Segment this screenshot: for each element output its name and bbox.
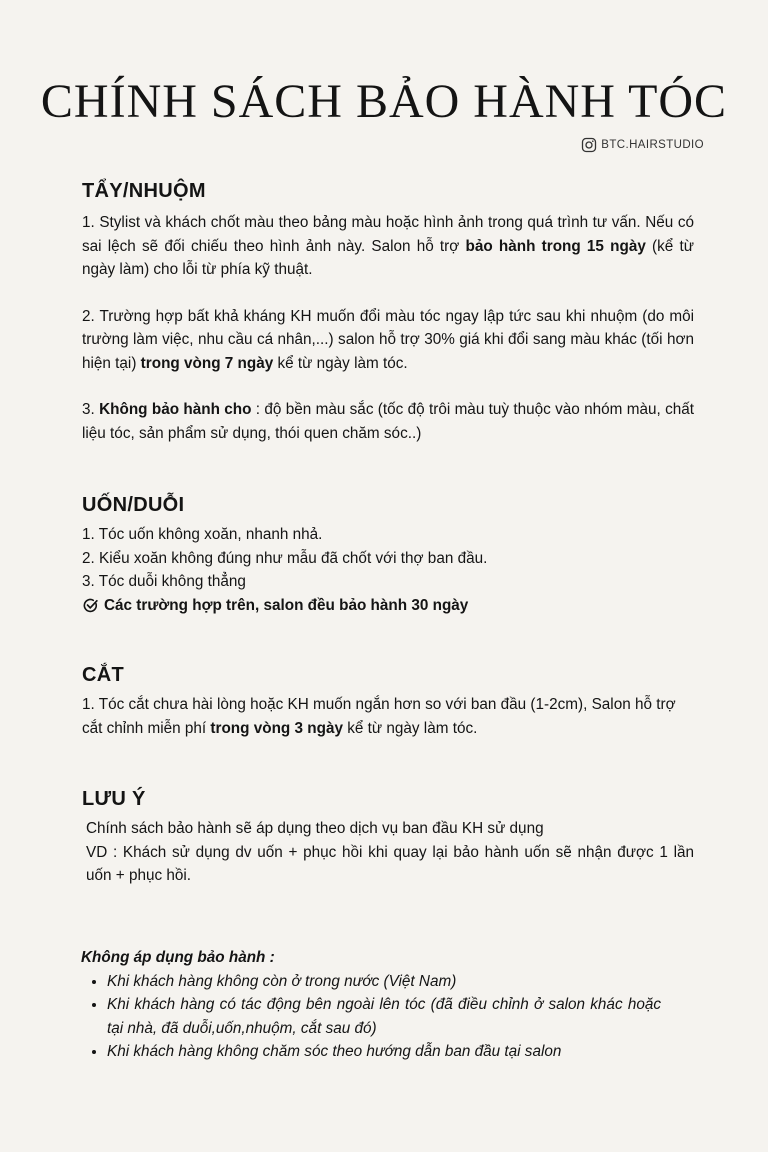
instagram-icon [581,137,597,153]
section-heading-tay-nhuom: TẨY/NHUỘM [82,180,206,202]
list-item: • Khi khách hàng có tác động bên ngoài lên tóc (đã điều chỉnh ở salon khác hoặc tại nhà, đã duỗi,uốn,nhuộm, cắt sau đó) [107,993,661,1040]
tay-nhuom-paragraph-3: 3. Không bảo hành cho : độ bền màu sắc (tốc độ trôi màu tuỳ thuộc vào nhóm màu, chất liệu tóc, sản phẩm sử dụng, thói quen chăm sóc..) [82,401,694,442]
section-heading-cat: CẮT [82,664,125,686]
section-tay-nhuom [82,180,694,445]
section-luu-y [82,788,694,888]
tay-nhuom-paragraph-2: 2. Trường hợp bất khả kháng KH muốn đổi màu tóc ngay lập tức sau khi nhuộm (do môi trường làm việc, nhu cầu cá nhân,...) salon hỗ trợ 30% giá khi đổi sang màu khác (tối hơn hiện tại) trong vòng 7 ngày kể từ ngày làm tóc. [82,307,694,372]
list-item: • Khi khách hàng không chăm sóc theo hướng dẫn ban đầu tại salon [107,1040,661,1064]
cat-paragraph: 1. Tóc cắt chưa hài lòng hoặc KH muốn ngắn hơn so với ban đầu (1-2cm), Salon hỗ trợ cắt chỉnh miễn phí trong vòng 3 ngày kể từ ngày làm tóc. [82,696,676,737]
tay-nhuom-paragraph-1: 1. Stylist và khách chốt màu theo bảng màu hoặc hình ảnh trong quá trình tư vấn. Nếu có sai lệch sẽ đối chiếu theo hình ảnh này. Salon hỗ trợ bảo hành trong 15 ngày (kể từ ngày làm) cho lỗi từ phía kỹ thuật. [82,214,694,278]
uon-duoi-line-2: 2. Kiểu xoăn không đúng như mẫu đã chốt với thợ ban đầu. [82,549,488,567]
section-heading-luu-y: LƯU Ý [82,788,146,810]
list-item: • Khi khách hàng không còn ở trong nước (Việt Nam) [107,970,661,994]
uon-duoi-note-text: Các trường hợp trên, salon đều bảo hành 30 ngày [104,596,469,614]
section-heading-uon-duoi: UỐN/DUỖI [82,494,185,516]
instagram-handle-text: BTC.HAIRSTUDIO [601,139,704,151]
luu-y-line-2: VD : Khách sử dụng dv uốn + phục hồi khi quay lại bảo hành uốn sẽ nhận được 1 lần uốn + phục hồi. [86,843,694,884]
luu-y-line-1: Chính sách bảo hành sẽ áp dụng theo dịch vụ ban đầu KH sử dụng [86,820,544,837]
uon-duoi-note [82,594,694,618]
instagram-handle[interactable] [581,137,704,153]
khong-ap-dung-heading: Không áp dụng bảo hành : [81,949,275,966]
section-khong-ap-dung [81,946,661,1064]
check-circle-icon [82,597,99,614]
uon-duoi-line-3: 3. Tóc duỗi không thẳng [82,573,246,590]
section-uon-duoi [82,494,694,617]
khong-ap-dung-list [81,970,661,1064]
page-title: CHÍNH SÁCH BẢO HÀNH TÓC [40,75,728,128]
section-cat [82,664,694,740]
uon-duoi-line-1: 1. Tóc uốn không xoăn, nhanh nhả. [82,526,323,543]
